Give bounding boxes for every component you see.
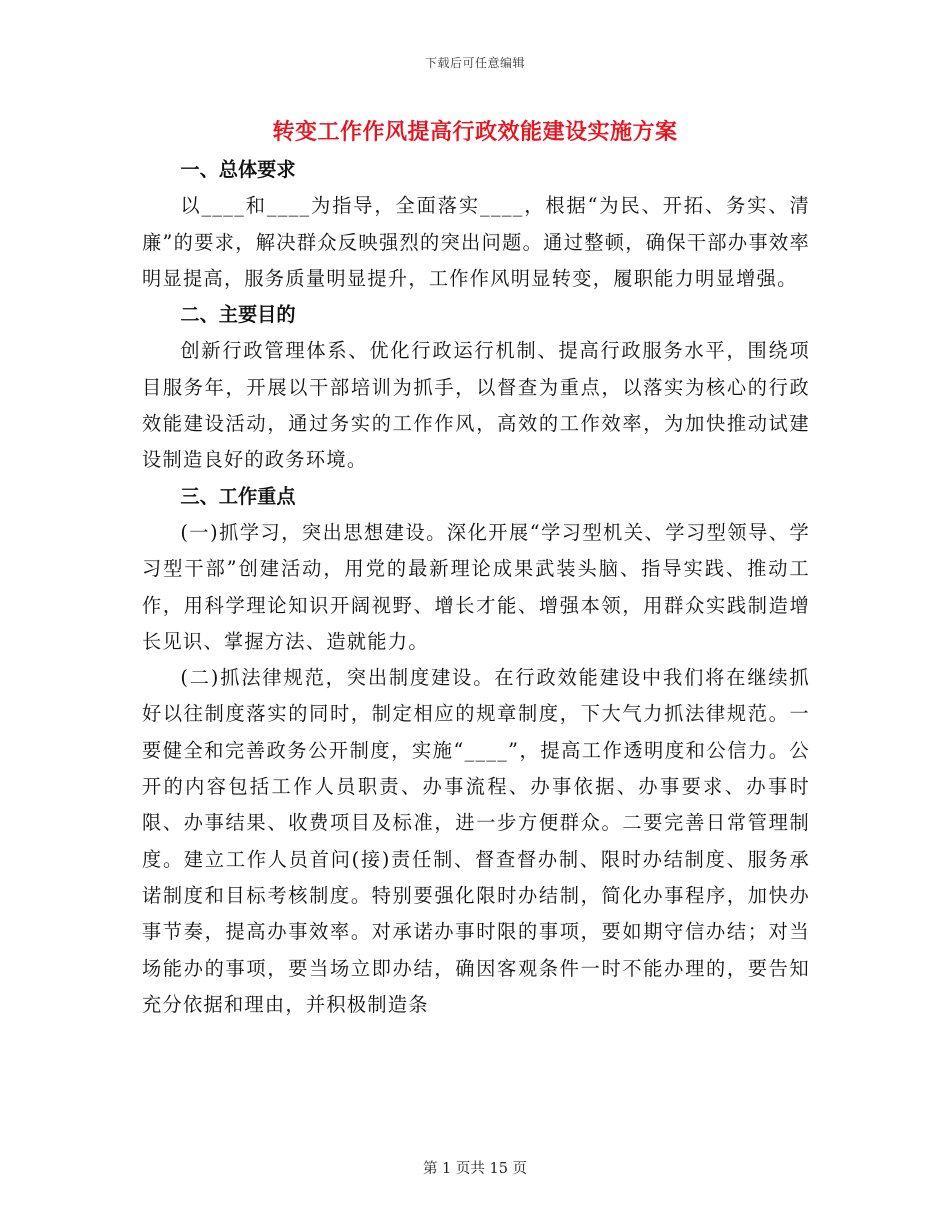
paragraph: (一)抓学习，突出思想建设。深化开展“学习型机关、学习型领导、学习型干部”创建活动，用党的最新理论成果武装头脑、指导实践、推动工作，用科学理论知识开阔视野、增长才能、增强本领，用群众实践制造增长见识、掌握方法、造就能力。 bbox=[142, 520, 810, 653]
section-overall-requirements bbox=[142, 152, 810, 297]
header-note: 下载后可任意编辑 bbox=[424, 56, 525, 70]
section-work-focus bbox=[142, 479, 810, 1023]
section-heading: 二、主要目的 bbox=[180, 303, 296, 327]
paragraph: (二)抓法律规范，突出制度建设。在行政效能建设中我们将在继续抓好以往制度落实的同时，制定相应的规章制度，下大气力抓法律规范。一要健全和完善政务公开制度，实施“____”，提高工作透明度和公信力。公开的内容包括工作人员职责、办事流程、办事依据、办事要求、办事时限、办事结果、收费项目及标准，进一步方便群众。二要完善日常管理制度。建立工作人员首问(接)责任制、督查督办制、限时办结制度、服务承诺制度和目标考核制度。特别要强化限时办结制，简化办事程序，加快办事节奏，提高办事效率。对承诺办事时限的事项，要如期守信办结；对当场能办的事项，要当场立即办结，确因客观条件一时不能办理的，要告知充分依据和理由，并积极制造条 bbox=[142, 666, 810, 1016]
paragraph: 创新行政管理体系、优化行政运行机制、提高行政服务水平，围绕项目服务年，开展以干部培训为抓手，以督查为重点，以落实为核心的行政效能建设活动，通过务实的工作作风，高效的工作效率，为加快推动试建设制造良好的政务环境。 bbox=[142, 339, 810, 472]
section-main-purpose bbox=[142, 297, 810, 478]
paragraph: 以____和____为指导，全面落实____，根据“为民、开拓、务实、清廉”的要求，解决群众反映强烈的突出问题。通过整顿，确保干部办事效率明显提高，服务质量明显提升，工作作风明显转变，履职能力明显增强。 bbox=[142, 194, 810, 290]
section-heading: 一、总体要求 bbox=[180, 158, 296, 181]
section-heading: 三、工作重点 bbox=[180, 484, 296, 508]
page-number: 第 1 页共 15 页 bbox=[422, 1161, 528, 1177]
document-body bbox=[142, 152, 810, 1023]
document-title: 转变工作作风提高行政效能建设实施方案 bbox=[272, 119, 678, 145]
